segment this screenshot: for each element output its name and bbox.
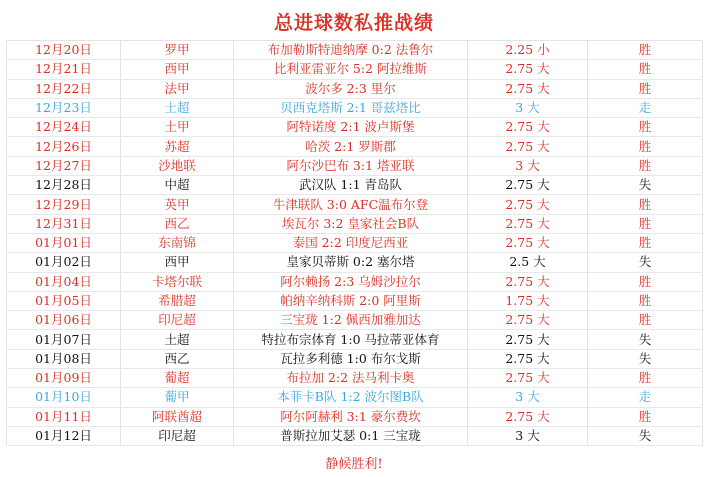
match-cell: 普斯拉加艾瑟 0:1 三宝珑 [234,426,468,445]
match-cell: 三宝珑 1:2 佩西加雅加达 [234,311,468,330]
result-cell: 胜 [588,233,703,252]
pick-cell: 2.75 大 [468,60,588,79]
match-cell: 瓦拉多利德 1:0 布尔戈斯 [234,349,468,368]
table-row [7,330,703,349]
result-cell: 失 [588,330,703,349]
match-cell: 布拉加 2:2 法马利卡奥 [234,369,468,388]
pick-cell: 2.75 大 [468,214,588,233]
pick-cell: 2.5 大 [468,253,588,272]
pick-cell: 2.75 大 [468,330,588,349]
result-cell: 胜 [588,195,703,214]
league-cell: 印尼超 [121,426,234,445]
league-cell: 葡超 [121,369,234,388]
pick-cell: 2.75 大 [468,369,588,388]
result-cell: 走 [588,98,703,117]
match-cell: 阿特诺度 2:1 波卢斯堡 [234,118,468,137]
date-cell: 12月21日 [7,60,121,79]
table-row [7,349,703,368]
match-cell: 阿尔赖扬 2:3 乌姆沙拉尔 [234,272,468,291]
table-row [7,311,703,330]
match-cell: 布加勒斯特迪纳摩 0:2 法鲁尔 [234,41,468,60]
date-cell: 01月04日 [7,272,121,291]
results-table-body [7,41,703,446]
match-cell: 埃瓦尔 3:2 皇家社会B队 [234,214,468,233]
date-cell: 01月08日 [7,349,121,368]
result-cell: 胜 [588,214,703,233]
league-cell: 土超 [121,98,234,117]
table-row [7,253,703,272]
date-cell: 12月24日 [7,118,121,137]
result-cell: 胜 [588,156,703,175]
league-cell: 苏超 [121,137,234,156]
pick-cell: 2.75 大 [468,311,588,330]
date-cell: 12月20日 [7,41,121,60]
result-cell: 失 [588,349,703,368]
date-cell: 12月23日 [7,98,121,117]
date-cell: 01月01日 [7,233,121,252]
league-cell: 希腊超 [121,291,234,310]
result-cell: 胜 [588,60,703,79]
date-cell: 01月02日 [7,253,121,272]
league-cell: 土超 [121,330,234,349]
league-cell: 土甲 [121,118,234,137]
page-title: 总进球数私推战绩 [273,12,434,34]
league-cell: 英甲 [121,195,234,214]
pick-cell: 2.75 大 [468,176,588,195]
pick-cell: 2.75 大 [468,195,588,214]
league-cell: 卡塔尔联 [121,272,234,291]
date-cell: 01月05日 [7,291,121,310]
table-row [7,195,703,214]
league-cell: 印尼超 [121,311,234,330]
match-cell: 牛津联队 3:0 AFC温布尔登 [234,195,468,214]
pick-cell: 2.75 大 [468,118,588,137]
pick-cell: 2.75 大 [468,137,588,156]
date-cell: 01月07日 [7,330,121,349]
table-row [7,272,703,291]
result-cell: 胜 [588,137,703,156]
match-cell: 帕纳辛纳科斯 2:0 阿里斯 [234,291,468,310]
match-cell: 泰国 2:2 印度尼西亚 [234,233,468,252]
pick-cell: 3 大 [468,98,588,117]
date-cell: 01月09日 [7,369,121,388]
table-row [7,79,703,98]
league-cell: 阿联酋超 [121,407,234,426]
table-row [7,41,703,60]
date-cell: 12月22日 [7,79,121,98]
pick-cell: 3 大 [468,156,588,175]
date-cell: 12月31日 [7,214,121,233]
result-cell: 失 [588,176,703,195]
table-row [7,176,703,195]
league-cell: 沙地联 [121,156,234,175]
league-cell: 中超 [121,176,234,195]
match-cell: 贝西克塔斯 2:1 哥兹塔比 [234,98,468,117]
pick-cell: 2.25 小 [468,41,588,60]
date-cell: 12月26日 [7,137,121,156]
table-row [7,407,703,426]
table-row [7,137,703,156]
league-cell: 西乙 [121,349,234,368]
pick-cell: 3 大 [468,426,588,445]
match-cell: 武汉队 1:1 青岛队 [234,176,468,195]
table-row [7,291,703,310]
table-row [7,98,703,117]
table-row [7,369,703,388]
result-cell: 胜 [588,272,703,291]
league-cell: 西甲 [121,60,234,79]
date-cell: 01月11日 [7,407,121,426]
table-row [7,426,703,445]
result-cell: 失 [588,253,703,272]
match-cell: 波尔多 2:3 里尔 [234,79,468,98]
league-cell: 西甲 [121,253,234,272]
table-row [7,214,703,233]
result-cell: 走 [588,388,703,407]
date-cell: 01月06日 [7,311,121,330]
result-cell: 胜 [588,118,703,137]
footer-slogan: 静候胜利! [325,457,383,472]
result-cell: 胜 [588,407,703,426]
date-cell: 01月12日 [7,426,121,445]
table-row [7,156,703,175]
date-cell: 12月27日 [7,156,121,175]
match-cell: 本菲卡B队 1:2 波尔图B队 [234,388,468,407]
result-cell: 胜 [588,311,703,330]
match-cell: 阿尔沙巴布 3:1 塔亚联 [234,156,468,175]
result-cell: 胜 [588,41,703,60]
match-cell: 比利亚雷亚尔 5:2 阿拉维斯 [234,60,468,79]
pick-cell: 2.75 大 [468,233,588,252]
table-row [7,118,703,137]
match-cell: 特拉布宗体育 1:0 马拉蒂亚体育 [234,330,468,349]
date-cell: 01月10日 [7,388,121,407]
pick-cell: 2.75 大 [468,407,588,426]
league-cell: 西乙 [121,214,234,233]
table-row [7,60,703,79]
date-cell: 12月29日 [7,195,121,214]
league-cell: 葡甲 [121,388,234,407]
pick-cell: 3 大 [468,388,588,407]
league-cell: 罗甲 [121,41,234,60]
league-cell: 法甲 [121,79,234,98]
match-cell: 阿尔阿赫利 3:1 豪尔费坎 [234,407,468,426]
table-row [7,233,703,252]
result-cell: 胜 [588,79,703,98]
pick-cell: 2.75 大 [468,272,588,291]
match-cell: 皇家贝蒂斯 0:2 塞尔塔 [234,253,468,272]
pick-cell: 2.75 大 [468,349,588,368]
league-cell: 东南锦 [121,233,234,252]
result-cell: 胜 [588,291,703,310]
match-cell: 哈茨 2:1 罗斯郡 [234,137,468,156]
result-cell: 胜 [588,369,703,388]
results-table [6,41,703,446]
pick-cell: 2.75 大 [468,79,588,98]
pick-cell: 1.75 大 [468,291,588,310]
result-cell: 失 [588,426,703,445]
table-row [7,388,703,407]
date-cell: 12月28日 [7,176,121,195]
